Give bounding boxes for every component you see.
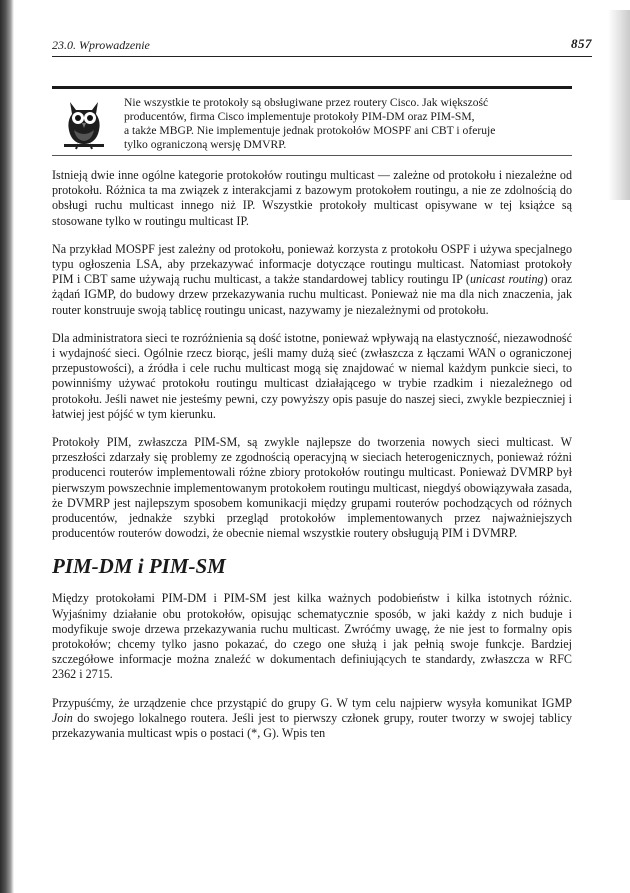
running-header [52,36,592,57]
note-line: producentów, firma Cisco implementuje protokoły PIM-DM oraz PIM-SM, [124,110,475,123]
paragraph-text: do swojego lokalnego routera. Jeśli jest to pierwszy członek grupy, router tworzy w swojej tablicy przekazywania multicast wpis o postaci (*, G). Wpis ten [52,710,572,741]
emphasis-term: Join [52,710,73,725]
scan-edge-left [0,0,14,893]
paragraph [52,242,572,318]
paragraph: Protokoły PIM, zwłaszcza PIM-SM, są zwykle najlepsze do tworzenia nowych sieci multicast. W przeszłości zdarzały się problemy ze zgodnością operacyjną w sieciach heterogenicznych, ponieważ różni producenci routerów implementowali różne zbiory protokołów routingu multicast. Ponieważ DVMRP był pierwszym powszechnie implementowanym protokołem routingu multicast, niegdyś obowiązywała zasada, że DVMRP jest najlepszym sposobem komunikacji między grupami routerów pochodzących od różnych producentów, jednakże szybki przegląd protokołów implementowanych przez najważniejszych producentów routerów dowodzi, że obecnie niemal wszystkie routery obsługują PIM i DVMRP. [52,435,572,541]
header-section-title: 23.0. Wprowadzenie [52,38,150,52]
paragraph [52,696,572,742]
paragraph: Między protokołami PIM-DM i PIM-SM jest kilka ważnych podobieństw i kilka istotnych różnic. Wyjaśnimy działanie obu protokołów, opisując schematycznie sposób, w jaki każdy z nich buduje i modyfikuje swoje drzewa przekazywania ruchu multicast. Zwróćmy uwagę, że nie jest to formalny opis protokołów; chcemy tylko jasno pokazać, do czego one służą i jak pełnią swoje funkcje. Bardziej szczegółowe informacje można znaleźć w dokumentach definiujących te standardy, zwłaszcza w RFC 2362 i 2715. [52,591,572,682]
note-line: a także MBGP. Nie implementuje jednak protokołów MOSPF ani CBT i oferuje [124,124,496,137]
note-bottom-rule [52,155,572,156]
page-number: 857 [571,36,592,51]
owl-icon [62,98,106,150]
paragraph: Dla administratora sieci te rozróżnienia są dość istotne, ponieważ wpływają na elastyczność, niezawodność i wydajność sieci. Ogólnie rzecz biorąc, jeśli mamy dużą sieć (zwłaszcza z łączami WAN o ograniczonej przepustowości), a źródła i cele ruchu multicast mogą się znajdować w niemal każdym punkcie sieci, to powinniśmy używać protokołu routingu multicast działającego w trybie rzadkim i niezależnego od protokołu. Jeśli nawet nie jesteśmy pewni, czy powyższy opis pasuje do naszej sieci, zwykle bezpieczniej i łatwiej jest pójść w tym kierunku. [52,330,572,421]
note-line: Nie wszystkie te protokoły są obsługiwane przez routery Cisco. Jak większość [124,96,489,109]
note-top-bar [52,86,572,89]
paragraph-text: ) oraz żądań IGMP, do budowy drzew przekazywania ruchu multicast. Ponieważ nie ma dla nich znaczenia, jak router konstruuje swoją tablicę routingu unicast, nazywamy je niezależnymi od protokołu. [52,272,572,317]
paragraph-text: Przypuśćmy, że urządzenie chce przystąpić do grupy G. W tym celu najpierw wysyła komunikat IGMP [52,695,572,710]
paragraph-text: Na przykład MOSPF jest zależny od protokołu, ponieważ korzysta z protokołu OSPF i używa specjalnego typu ogłoszenia LSA, aby przekazywać informacje dotyczące routingu multicast. Natomiast protokoły PIM i CBT same używają ruchu multicast, a także standardowej tablicy routingu IP ( [52,241,572,287]
scan-edge-right [608,10,630,200]
section-heading: PIM-DM i PIM-SM [52,554,226,579]
body-text [52,168,572,754]
emphasis-term: unicast routing [469,272,544,287]
note-box [52,86,572,156]
paragraph: Istnieją dwie inne ogólne kategorie protokołów routingu multicast — zależne od protokołu i niezależne od protokołu. Różnica ta ma związek z interakcjami z bazowym protokołem routingu, a nie ze zdolnością do obsługi ruchu multicast innego niż IP. Wszystkie protokoły multicast opisywane w tej książce są stosowane tylko w routingu multicast IP. [52,168,572,228]
note-line: tylko ograniczoną wersję DMVRP. [124,138,287,151]
note-text [124,96,572,152]
